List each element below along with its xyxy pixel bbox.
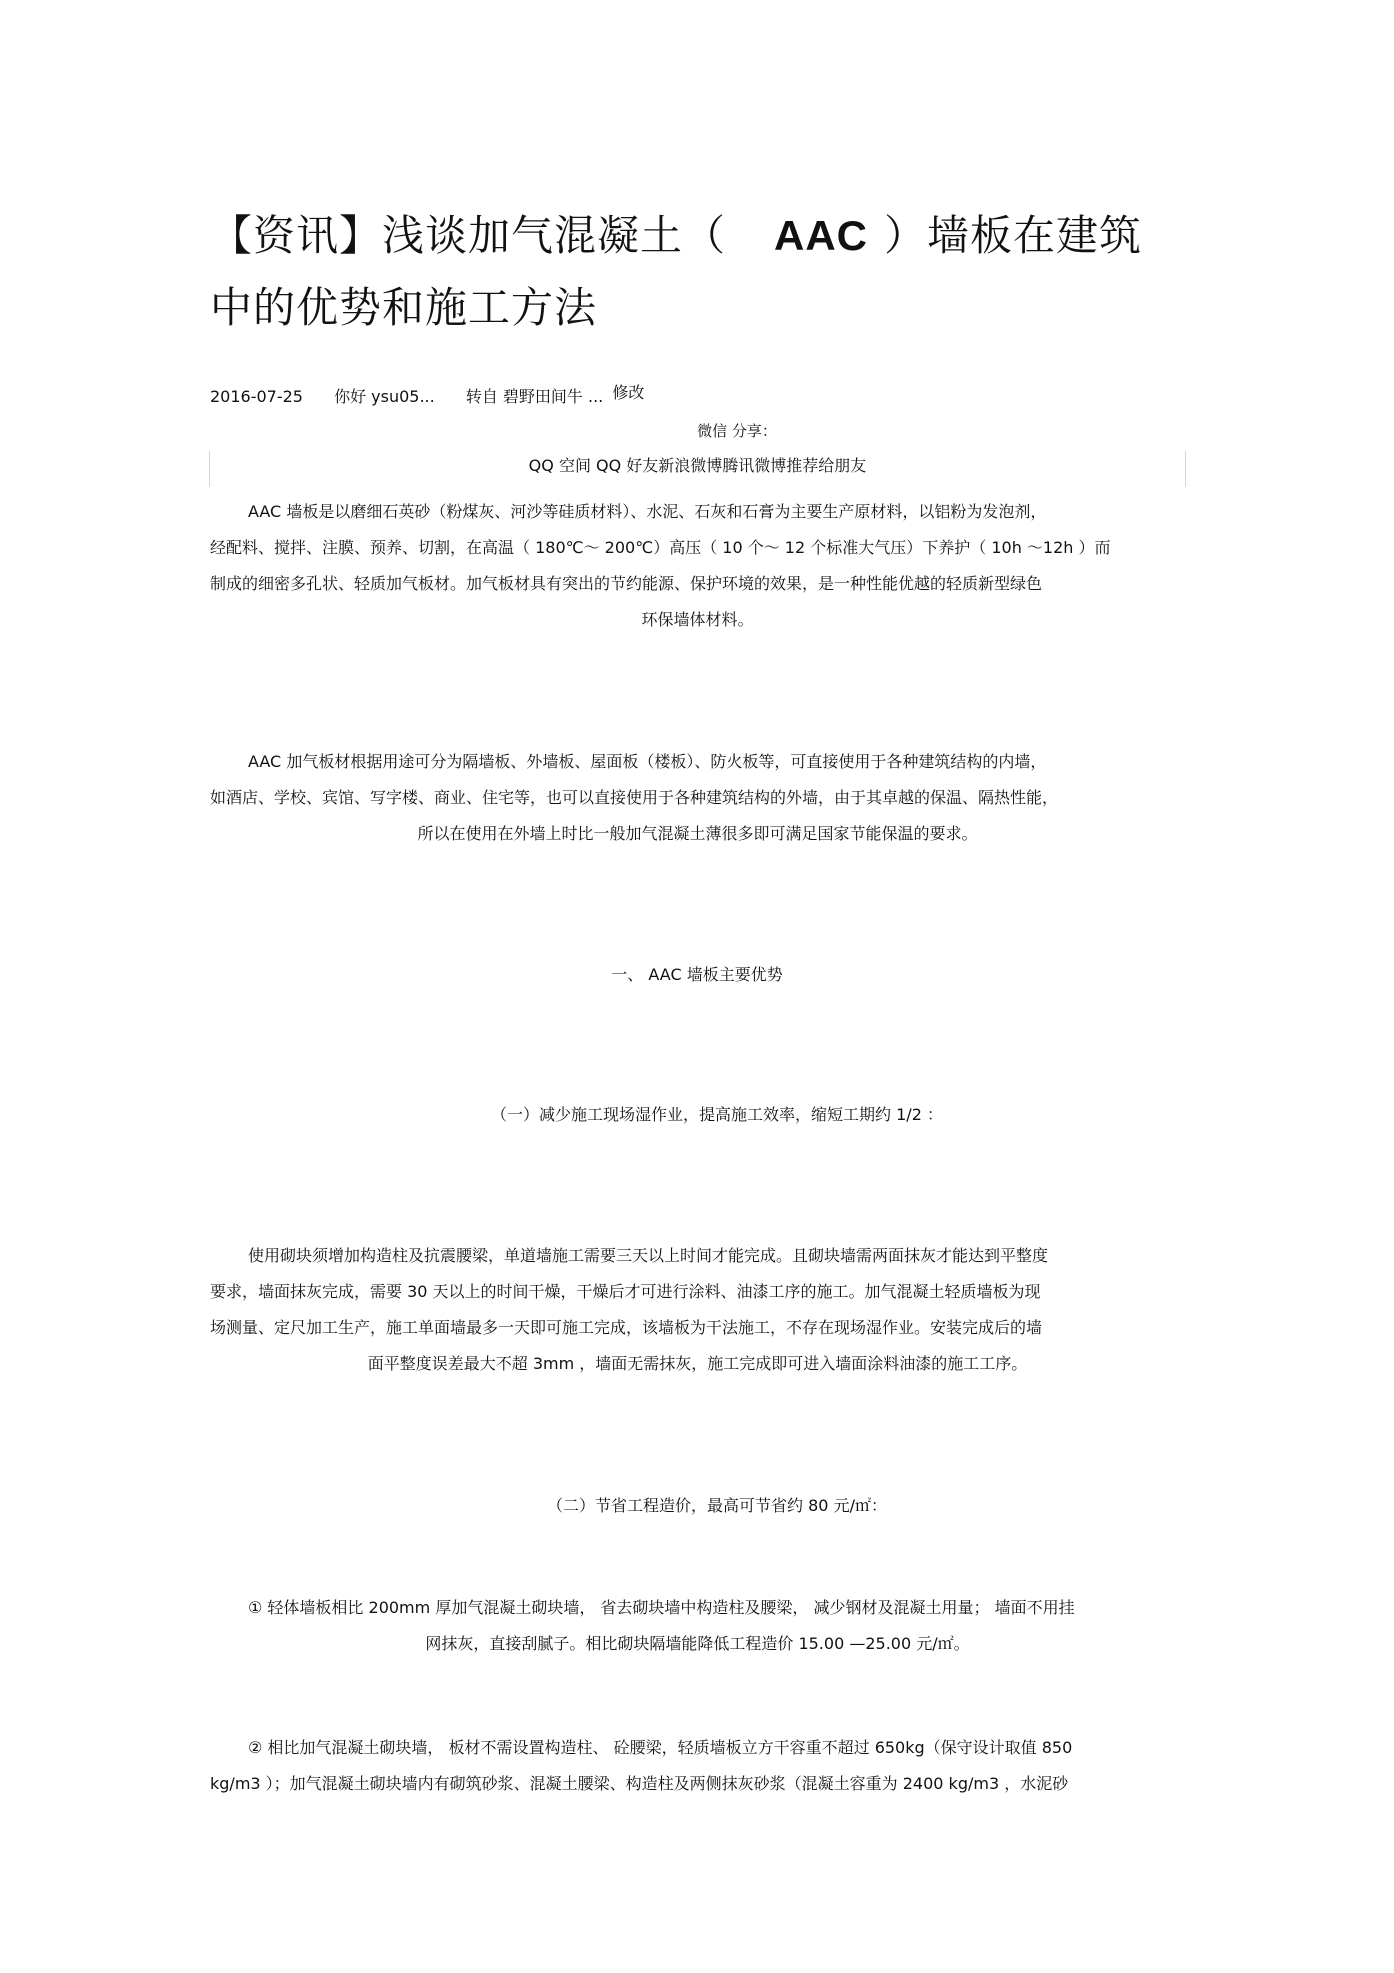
repost-source[interactable]: 转自 碧野田间牛 ...: [465, 387, 604, 406]
user-greeting[interactable]: 你好 ysu05...: [334, 387, 435, 406]
share-links[interactable]: QQ 空间 QQ 好友新浪微博腾讯微博推荐给朋友: [528, 456, 867, 475]
intro-line-4: 环保墙体材料。: [641, 610, 754, 629]
title-prefix: 【资讯】浅谈加气混凝土（: [210, 211, 727, 260]
intro-line-3: 制成的细密多孔状、轻质加气板材。加气板材具有突出的节约能源、保护环境的效果，是一种性能优越的轻质新型绿色: [210, 574, 1043, 593]
wechat-share-label[interactable]: 微信 分享：: [697, 422, 777, 440]
title-suffix: ）墙板在建筑: [884, 211, 1143, 260]
usage-line-2: 如酒店、学校、宾馆、写字楼、商业、住宅等，也可以直接使用于各种建筑结构的外墙，由于其卓越的保温、隔热性能，: [210, 788, 1059, 807]
edit-link[interactable]: 修改: [612, 383, 645, 402]
intro-line-2: 经配料、搅拌、注膜、预养、切割，在高温（ 180℃～ 200℃）高压（ 10 个～ 12 个标准大气压）下养护（ 10h ～12h ）而: [210, 538, 1111, 557]
intro-line-1: AAC 墙板是以磨细石英砂（粉煤灰、河沙等硅质材料）、水泥、石灰和石膏为主要生产原材料，以铝粉为发泡剂，: [248, 502, 1047, 521]
point2-item2: [210, 1730, 1185, 1802]
point1-line-4: 面平整度误差最大不超 3mm ，墙面无需抹灰，施工完成即可进入墙面涂料油漆的施工工序。: [367, 1354, 1028, 1373]
article-meta: [210, 384, 644, 407]
post-date: 2016-07-25: [210, 387, 303, 406]
title-aac: AAC: [774, 212, 869, 259]
point1-line-3: 场测量、定尺加工生产，施工单面墙最多一天即可施工完成，该墙板为干法施工，不存在现场湿作业。安装完成后的墙: [210, 1318, 1043, 1337]
point1-line-1: 使用砌块须增加构造柱及抗震腰梁，单道墙施工需要三天以上时间才能完成。且砌块墙需两面抹灰才能达到平整度: [248, 1246, 1049, 1265]
section-heading-advantages: 一、 AAC 墙板主要优势: [611, 965, 783, 984]
point2-item2-line-2: kg/m3 ）；加气混凝土砌块墙内有砌筑砂浆、混凝土腰梁、构造柱及两侧抹灰砂浆（混凝土容重为 2400 kg/m3 ，水泥砂: [210, 1774, 1069, 1793]
usage-line-3: 所以在使用在外墙上时比一般加气混凝土薄很多即可满足国家节能保温的要求。: [417, 824, 978, 843]
article-title: [210, 200, 1210, 344]
title-line2: 中的优势和施工方法: [210, 283, 598, 332]
point2-item2-line-1: ② 相比加气混凝土砌块墙， 板材不需设置构造柱、 砼腰梁，轻质墙板立方干容重不超过 650kg（保守设计取值 850: [248, 1738, 1073, 1757]
point1-heading: （一）减少施工现场湿作业，提高施工效率，缩短工期约 1/2 ：: [491, 1105, 943, 1124]
point2-item1: [210, 1590, 1185, 1662]
usage-line-1: AAC 加气板材根据用途可分为隔墙板、外墙板、屋面板（楼板）、防火板等，可直接使用于各种建筑结构的内墙，: [248, 752, 1047, 771]
share-links-bar: [209, 451, 1186, 487]
point2-heading: （二）节省工程造价，最高可节省约 80 元/㎡：: [547, 1496, 887, 1515]
usage-paragraph: [210, 744, 1185, 852]
intro-paragraph: [210, 494, 1185, 638]
point2-item1-line-1: ① 轻体墙板相比 200mm 厚加气混凝土砌块墙， 省去砌块墙中构造柱及腰梁， 减少钢材及混凝土用量； 墙面不用挂: [248, 1598, 1075, 1617]
point1-paragraph: [210, 1238, 1185, 1382]
point1-line-2: 要求，墙面抹灰完成，需要 30 天以上的时间干燥，干燥后才可进行涂料、油漆工序的施工。加气混凝土轻质墙板为现: [210, 1282, 1041, 1301]
point2-item1-line-2: 网抹灰，直接刮腻子。相比砌块隔墙能降低工程造价 15.00 —25.00 元/㎡。: [425, 1634, 970, 1653]
